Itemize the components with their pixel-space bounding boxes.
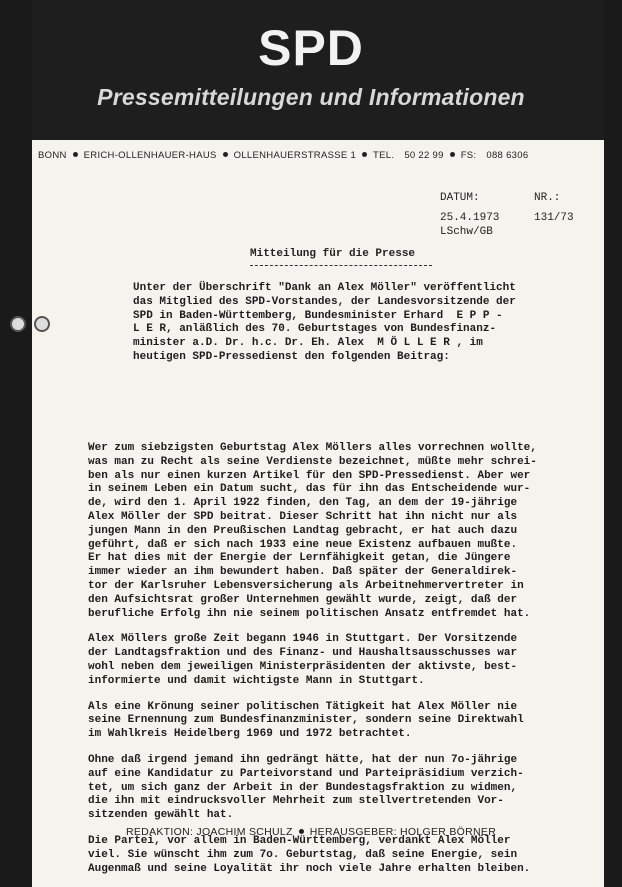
nr-label: NR.: bbox=[534, 192, 561, 204]
article-line: Die Partei, vor allem in Baden-Württemberg, verdankt Alex Möller bbox=[88, 834, 511, 847]
article-line: tet, um sich ganz der Arbeit in der Bundestagsfraktion zu widmen, bbox=[88, 781, 518, 794]
intro-line: L E R, anläßlich des 70. Geburtstages von Bundesfinanz- bbox=[133, 323, 497, 336]
article-line: wohl neben dem jeweiligen Ministerpräsidenten der aktivste, best- bbox=[88, 660, 518, 673]
article-paragraph bbox=[88, 754, 588, 823]
article-line: der Landtagsfraktion und des Finanz- und Haushaltsausschusses war bbox=[88, 647, 518, 660]
article-line: informierte und damit wichtigste Mann in Stuttgart. bbox=[88, 674, 425, 687]
article-line: jungen Mann in den Preußischen Landtag gebracht, er hat auch dazu bbox=[88, 524, 518, 537]
article-line: berufliche Erfolg ihn nie seinem politischen Ansatz entfremdet hat. bbox=[88, 607, 531, 620]
address-line bbox=[38, 150, 578, 161]
footer-herausgeber: HERAUSGEBER: HOLGER BÖRNER bbox=[309, 826, 497, 838]
article-line: de, wird den 1. April 1922 finden, den Tag, an dem der 19-jährige bbox=[88, 497, 518, 510]
article-line: Ohne daß irgend jemand ihn gedrängt hätte, hat der nun 7o-jährige bbox=[88, 753, 518, 766]
intro-line: minister a.D. Dr. h.c. Dr. Eh. Alex M Ö L L E R , im bbox=[133, 337, 483, 350]
address-city: BONN bbox=[38, 150, 67, 161]
article-paragraph bbox=[88, 633, 588, 688]
article-line: Wer zum siebzigsten Geburtstag Alex Möllers alles vorrechnen wollte, bbox=[88, 442, 537, 454]
article-body bbox=[88, 442, 588, 887]
article-line: immer wieder an ihm bewundert haben. Daß später der Generaldirek- bbox=[88, 566, 518, 579]
tel-label: TEL. bbox=[373, 150, 395, 161]
article-line: in seinem Leben ein Datum sucht, das für ihn das Entscheidende wur- bbox=[88, 483, 531, 496]
document-heading: Mitteilung für die Presse bbox=[250, 248, 416, 260]
bullet-icon bbox=[362, 152, 367, 157]
article-line: Als eine Krönung seiner politischen Tätigkeit hat Alex Möller nie bbox=[88, 700, 518, 713]
signature-code: LSchw/GB bbox=[440, 226, 493, 238]
bullet-icon bbox=[73, 152, 78, 157]
intro-line: SPD in Baden-Württemberg, Bundesminister Erhard E P P - bbox=[133, 309, 503, 322]
intro-line: heutigen SPD-Pressedienst den folgenden Beitrag: bbox=[133, 350, 450, 363]
intro-line: Unter der Überschrift "Dank an Alex Möller" veröffentlicht bbox=[133, 282, 516, 294]
punch-hole-icon bbox=[34, 316, 50, 332]
article-line: die ihn mit eindrucksvoller Mehrheit zum stellvertretenden Vor- bbox=[88, 795, 504, 808]
article-line: Augenmaß und seine Loyalität ihr noch viele Jahre erhalten bleiben. bbox=[88, 862, 531, 875]
article-line: tor der Karlsruher Lebensversicherung als Arbeitnehmervertreter in bbox=[88, 579, 524, 592]
article-line: seine Ernennung zum Bundesfinanzminister, sondern seine Direktwahl bbox=[88, 714, 524, 727]
article-line: was man zu Recht als seine Verdienste bezeichnet, müßte mehr schrei- bbox=[88, 455, 537, 468]
address-street: OLLENHAUERSTRASSE 1 bbox=[233, 150, 357, 161]
heading-underline bbox=[250, 265, 432, 266]
nr-value: 131/73 bbox=[534, 212, 574, 224]
datum-value: 25.4.1973 bbox=[440, 212, 500, 224]
fs-label: FS: bbox=[460, 150, 477, 161]
article-line: auf eine Kandidatur zu Parteivorstand und Parteipräsidium verzich- bbox=[88, 767, 524, 780]
article-line: geführt, daß er sich nach 1933 eine neue Existenz aufbauen mußte. bbox=[88, 538, 518, 551]
address-building: ERICH-OLLENHAUER-HAUS bbox=[83, 150, 217, 161]
article-line: sitzenden gewählt hat. bbox=[88, 809, 234, 822]
bullet-icon bbox=[450, 152, 455, 157]
tel-number: 50 22 99 bbox=[404, 150, 444, 161]
article-line: Er hat dies mit der Energie der Lernfähigkeit getan, die Jüngere bbox=[88, 552, 511, 565]
article-line: im Wahlkreis Heidelberg 1969 und 1972 betrachtet. bbox=[88, 728, 412, 741]
article-line: den Aufsichtsrat großer Unternehmen gewählt wurde, zeigt, daß der bbox=[88, 593, 518, 606]
article-line: Alex Möllers große Zeit begann 1946 in Stuttgart. Der Vorsitzende bbox=[88, 633, 518, 646]
footer-credits bbox=[126, 826, 596, 838]
fs-number: 088 6306 bbox=[486, 150, 529, 161]
intro-paragraph bbox=[133, 282, 588, 365]
footer-redaktion: REDAKTION: JOACHIM SCHULZ bbox=[126, 826, 293, 838]
article-line: ben als nur einen kurzen Artikel für den SPD-Pressedienst. Aber wer bbox=[88, 469, 531, 482]
article-paragraph bbox=[88, 701, 588, 742]
letterhead-subtitle: Pressemitteilungen und Informationen bbox=[97, 84, 525, 110]
spd-logo: SPD bbox=[258, 20, 364, 76]
article-line: viel. Sie wünscht ihm zum 7o. Geburtstag, daß seine Energie, sein bbox=[88, 848, 518, 861]
punch-hole-icon bbox=[10, 316, 26, 332]
article-paragraph bbox=[88, 835, 588, 876]
article-paragraph bbox=[88, 442, 588, 621]
datum-label: DATUM: bbox=[440, 192, 480, 204]
bullet-icon bbox=[223, 152, 228, 157]
article-line: Alex Möller der SPD beitrat. Dieser Schritt hat ihn nicht nur als bbox=[88, 510, 518, 523]
intro-line: das Mitglied des SPD-Vorstandes, der Landesvorsitzende der bbox=[133, 295, 516, 308]
bullet-icon bbox=[299, 829, 304, 834]
